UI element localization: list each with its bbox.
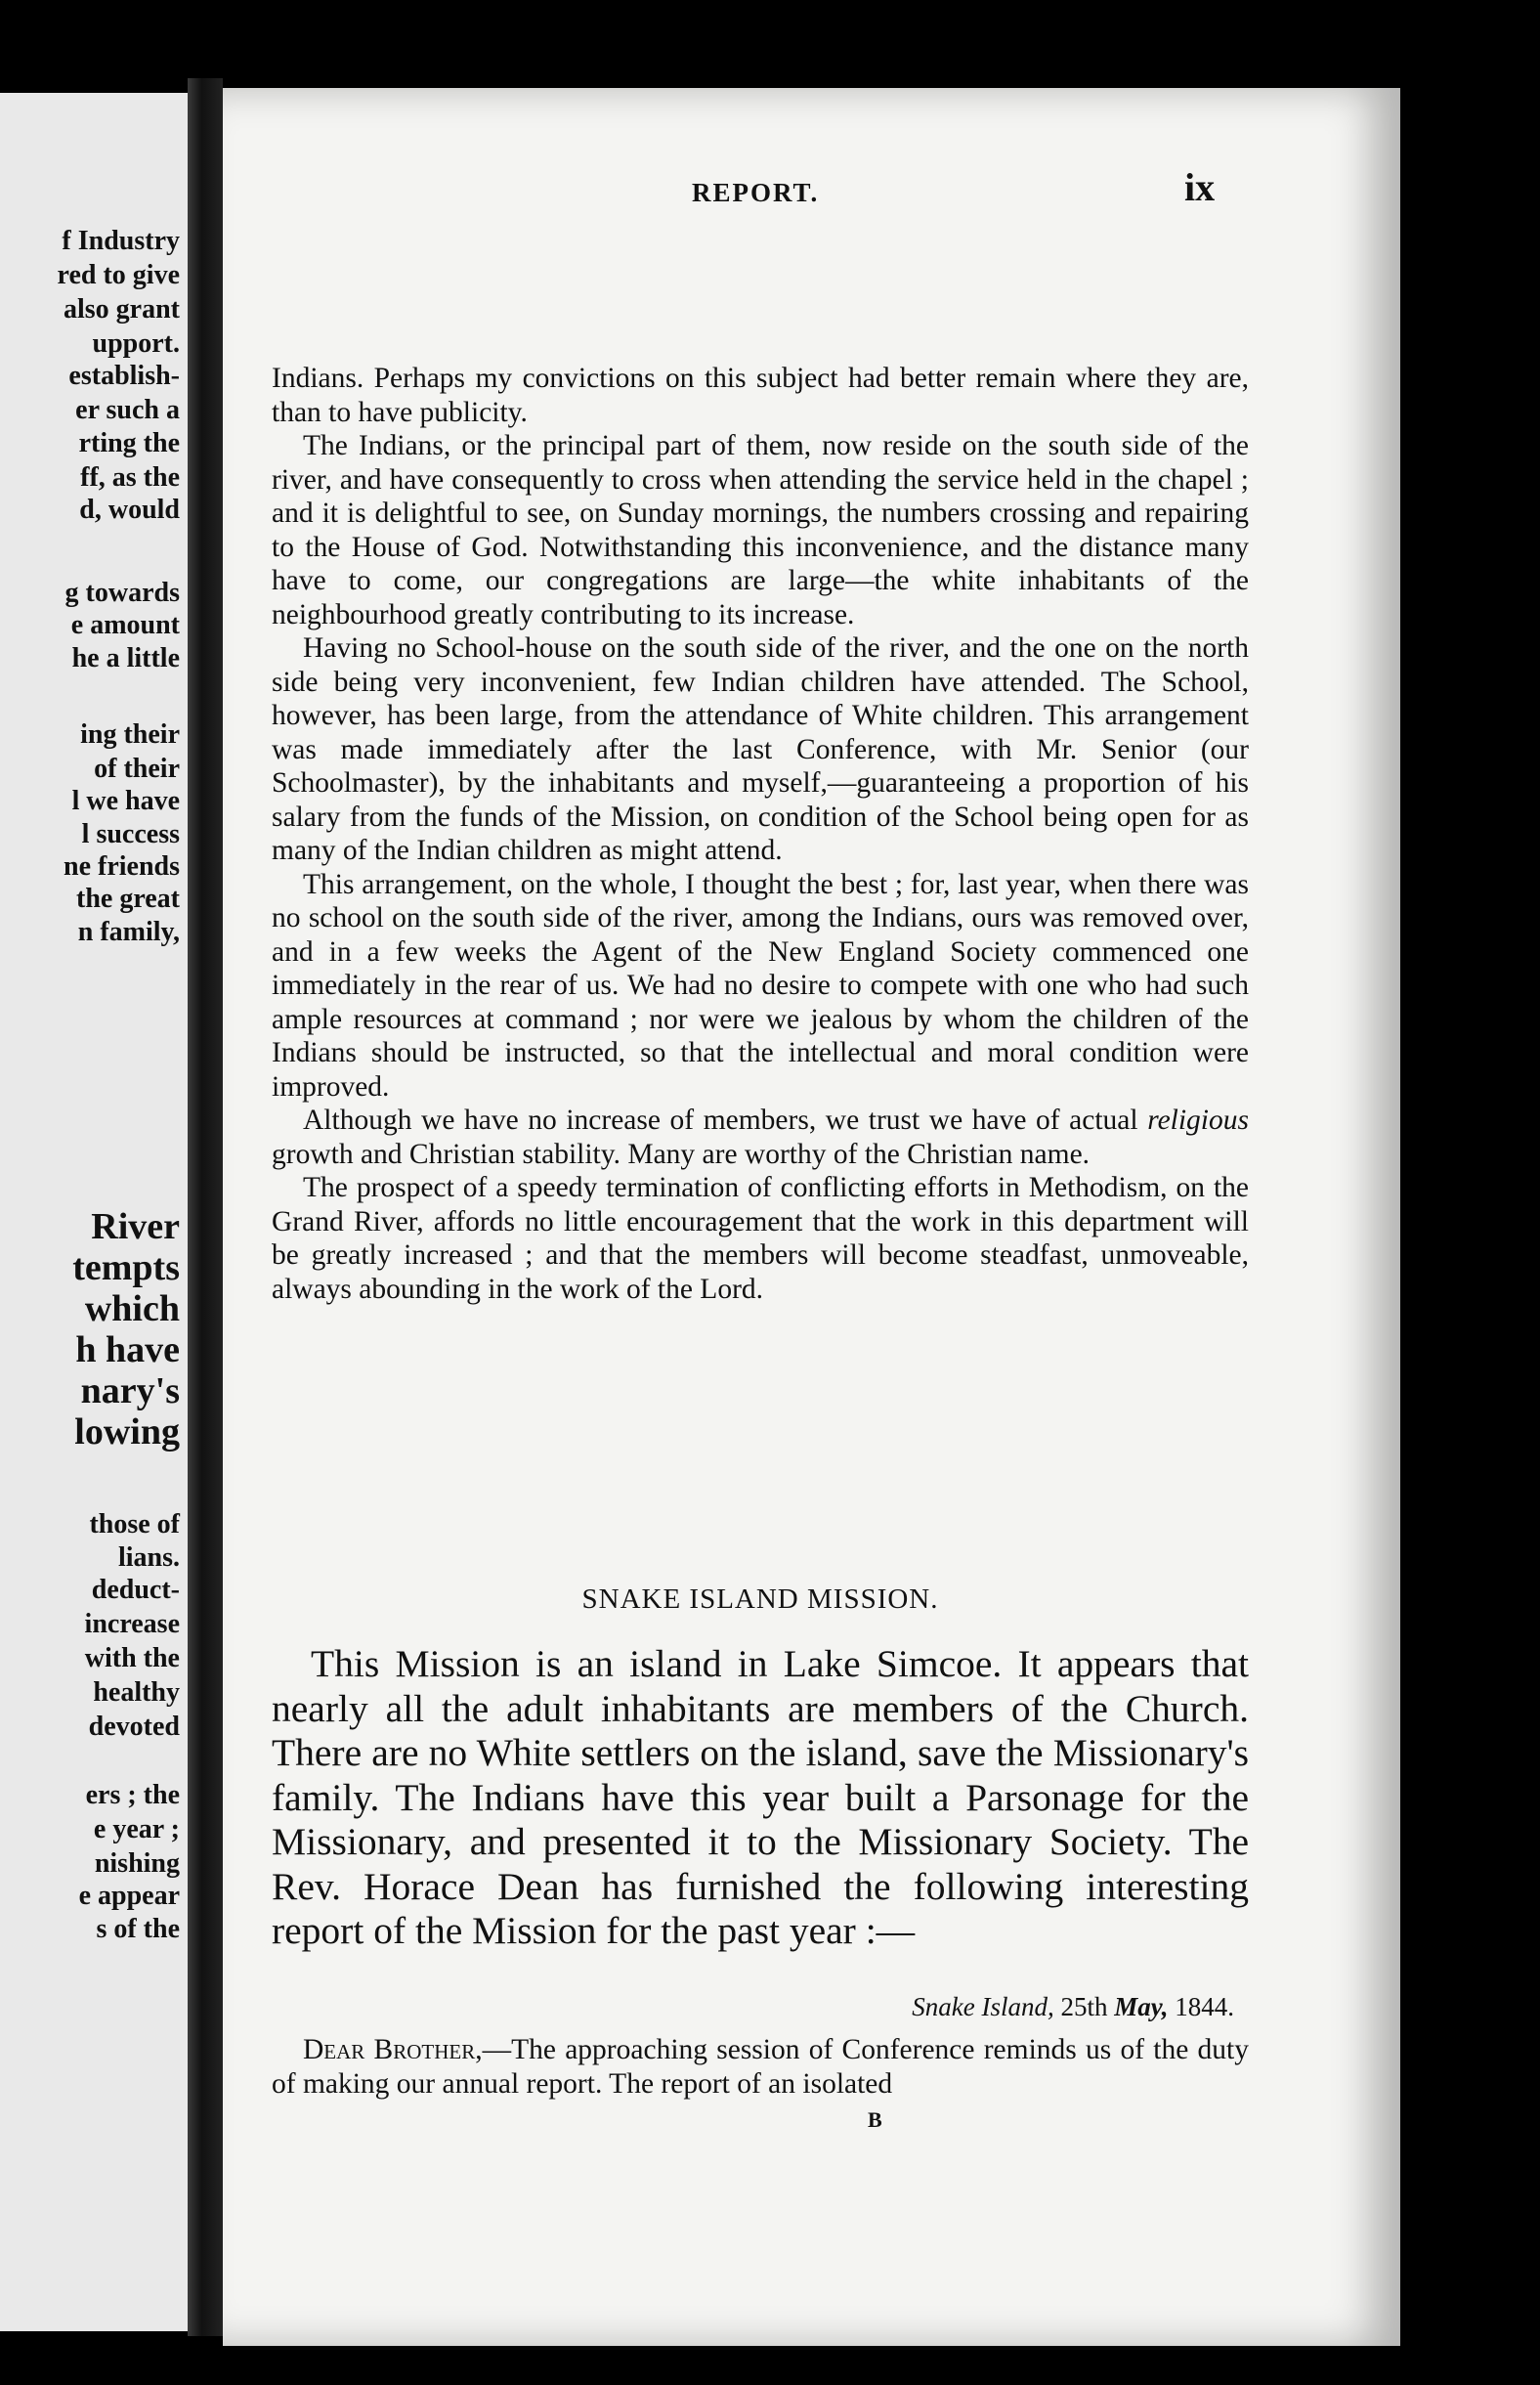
left-page-fragment: l we have [71, 786, 180, 816]
left-page-fragment: e appear [78, 1881, 180, 1911]
left-page-fragment: ff, as the [80, 462, 180, 493]
left-page-fragment: er such a [75, 395, 180, 425]
left-page-fragment: nishing [94, 1848, 180, 1879]
intro-paragraph: This Mission is an island in Lake Simcoe. It appears that nearly all the adult inhabitants are members of the Church. There are no White settlers on the island, save the Missionary's family. The Indians have this year built a Parsonage for the Missionary, and presented it to the Missionary Society. The Rev. Horace Dean has furnished the following interesting report of the Mission for the past year :— [272, 1642, 1249, 1952]
left-page-fragment: ers ; the [85, 1780, 180, 1810]
letter-opening [272, 2033, 1249, 2101]
dateline-day: 25th [1060, 1992, 1108, 2021]
left-page-fragment: ne friends [64, 851, 180, 882]
left-page-fragment: deduct- [91, 1575, 180, 1605]
paragraph-3: Having no School-house on the south side of the river, and the one on the north side being very inconvenient, few Indian children have attended. The School, however, has been large, from the attendance of White children. This arrangement was made immediately after the last Conference, with Mr. Senior (our Schoolmaster), by the inhabitants and myself,—guaranteeing a proportion of his salary from the funds of the Mission, on condition of the School being open for as many of the Indian children as might attend. [272, 632, 1249, 866]
left-page-fragment: devoted [88, 1712, 180, 1742]
left-page-fragment: upport. [92, 328, 180, 359]
left-page-fragment: River [91, 1206, 180, 1247]
body-text [272, 362, 1249, 1306]
left-page-fragment: increase [84, 1609, 180, 1639]
left-page-fragment: l success [81, 819, 180, 849]
main-page [223, 88, 1400, 2346]
signature-mark: B [868, 2107, 882, 2132]
left-page-fragment: h have [75, 1329, 180, 1370]
paragraph-1: Indians. Perhaps my convictions on this subject had better remain where they are, than to have publicity. [272, 363, 1249, 428]
left-page-fragment: e year ; [93, 1814, 180, 1844]
left-page-fragment: nary's [80, 1370, 180, 1411]
left-page-fragment: he a little [71, 643, 180, 673]
left-page-fragment: healthy [93, 1677, 180, 1708]
left-page-fragment: f Industry [62, 226, 180, 256]
left-page-fragment: g towards [64, 578, 180, 608]
page-edge-shadow [1400, 78, 1540, 2385]
left-page-fragment: d, would [79, 495, 180, 525]
paragraph-2: The Indians, or the principal part of them, now reside on the south side of the river, and have consequently to cross when attending the service held in the chapel ; and it is delightful to see, on Sunday mornings, the numbers crossing and repairing to the House of God. Notwithstanding this inconvenience, and the distance many have to come, our congregations are large—the white inhabitants of the neighbourhood greatly contributing to its increase. [272, 430, 1249, 630]
dateline-year: 1844. [1175, 1992, 1234, 2021]
left-page-fragment: those of [89, 1509, 180, 1539]
left-page-fragment: ing their [80, 719, 180, 750]
left-page-fragment: s of the [96, 1914, 180, 1944]
left-page-fragment: which [84, 1288, 180, 1329]
left-page-fragment: establish- [68, 361, 180, 391]
left-facing-page [0, 93, 188, 2331]
left-page-fragment: of their [94, 754, 180, 784]
letter-opening-text: —The approaching session of Conference reminds us of the duty of making our annual report. The report of an isolated [272, 2034, 1250, 2100]
left-page-fragment: also grant [64, 294, 180, 325]
letter-body [272, 2033, 1249, 2101]
left-page-fragment: rting the [78, 428, 180, 458]
letter-dateline [272, 1992, 1234, 2022]
paragraph-6: The prospect of a speedy termination of conflicting efforts in Methodism, on the Grand River, affords no little encouragement that the work in this department will be greatly increased ; and that the members will become steadfast, unmoveable, always abounding in the work of the Lord. [272, 1172, 1249, 1305]
left-page-fragment: e amount [70, 610, 180, 640]
book-gutter [188, 78, 223, 2336]
page-number: ix [1184, 165, 1216, 209]
left-page-fragment: tempts [72, 1247, 180, 1288]
left-page-fragment: n family, [77, 917, 180, 947]
left-page-fragment: lians. [117, 1542, 180, 1573]
section-title: SNAKE ISLAND MISSION. [581, 1583, 939, 1615]
dateline-place: Snake Island, [912, 1992, 1054, 2021]
section-intro [272, 1642, 1249, 1954]
left-page-fragment: the great [76, 884, 180, 914]
emphasis-religious: religious [1147, 1105, 1249, 1136]
dateline-month: May, [1114, 1992, 1169, 2021]
running-head: REPORT. [692, 178, 820, 207]
paragraph-4: This arrangement, on the whole, I thought the best ; for, last year, when there was no school on the south side of the river, among the Indians, ours was removed over, and in a few weeks the Agent of the New England Society commenced one immediately in the rear of us. We had no desire to compete with one who had such ample resources at command ; nor were we jealous by whom the children of the Indians should be instructed, so that the intellectual and moral condition were improved. [272, 868, 1249, 1103]
paragraph-5: Although we have no increase of members, we trust we have of actual religious growth and Christian stability. Many are worthy of the Christian name. [272, 1105, 1249, 1170]
left-page-fragment: lowing [74, 1411, 180, 1453]
left-page-fragment: red to give [57, 260, 180, 290]
salutation: Dear Brother, [303, 2034, 483, 2065]
left-page-fragment: with the [84, 1643, 180, 1673]
